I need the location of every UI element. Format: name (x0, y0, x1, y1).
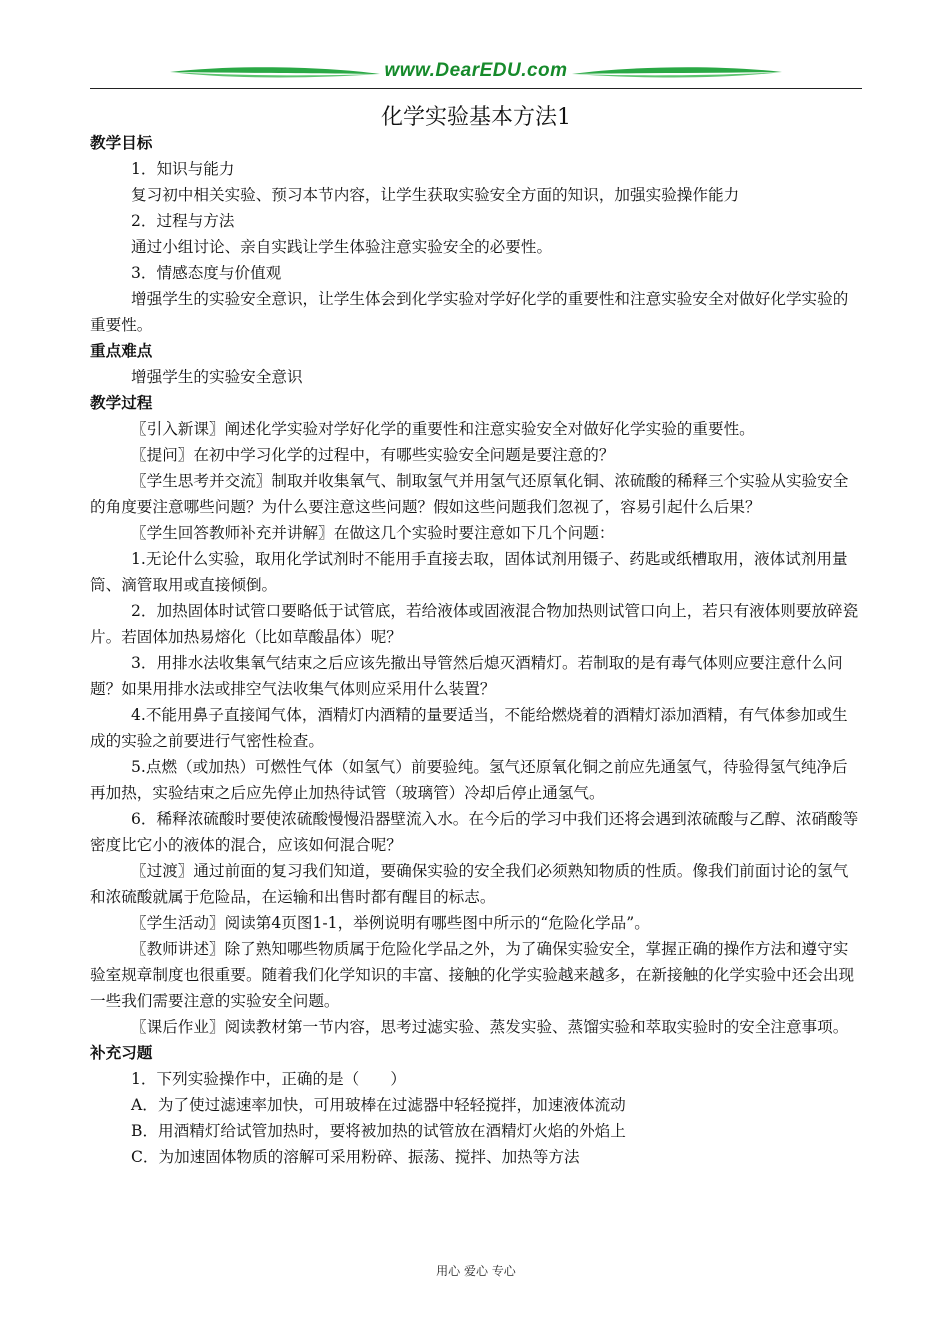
document-body (90, 130, 862, 1170)
paragraph: A．为了使过滤速率加快，可用玻棒在过滤器中轻轻搅拌，加速液体流动 (131, 1096, 626, 1114)
paragraph: 4.不能用鼻子直接闻气体，酒精灯内酒精的量要适当，不能给燃烧着的酒精灯添加酒精，有气体参加或生成的实验之前要进行气密性检查。 (90, 706, 848, 750)
paragraph: 〖学生回答教师补充并讲解〗在做这几个实验时要注意如下几个问题： (131, 524, 615, 542)
paragraph: B．用酒精灯给试管加热时，要将被加热的试管放在酒精灯火焰的外焰上 (131, 1122, 626, 1140)
paragraph: 1．知识与能力 (131, 160, 235, 178)
paragraph: 〖提问〗在初中学习化学的过程中，有哪些实验安全问题是要注意的？ (131, 446, 615, 464)
paragraph: 〖过渡〗通过前面的复习我们知道，要确保实验的安全我们必须熟知物质的性质。像我们前面讨论的氢气和浓硫酸就属于危险品，在运输和出售时都有醒目的标志。 (90, 862, 849, 906)
paragraph: 6．稀释浓硫酸时要使浓硫酸慢慢沿器壁流入水。在今后的学习中我们还将会遇到浓硫酸与乙醇、浓硝酸等密度比它小的液体的混合，应该如何混合呢？ (90, 810, 859, 854)
section-heading: 教学目标 (90, 134, 153, 152)
paragraph: 增强学生的实验安全意识，让学生体会到化学实验对学好化学的重要性和注意实验安全对做好化学实验的重要性。 (90, 290, 849, 334)
paragraph: 5.点燃（或加热）可燃性气体（如氢气）前要验纯。氢气还原氧化铜之前应先通氢气，待验得氢气纯净后再加热，实验结束之后应先停止加热待试管（玻璃管）冷却后停止通氢气。 (90, 758, 848, 802)
page-footer: 用心 爱心 专心 (436, 1264, 516, 1278)
paragraph: 〖学生思考并交流〗制取并收集氧气、制取氢气并用氢气还原氧化铜、浓硫酸的稀释三个实验从实验安全的角度要注意哪些问题？为什么要注意这些问题？假如这些问题我们忽视了，容易引起什么后果？ (90, 472, 849, 516)
paragraph: 3．用排水法收集氧气结束之后应该先撤出导管然后熄灭酒精灯。若制取的是有毒气体则应要注意什么问题？如果用排水法或排空气法收集气体则应采用什么装置？ (90, 654, 843, 698)
site-header (90, 58, 862, 90)
page-title: 化学实验基本方法1 (381, 105, 571, 130)
paragraph: 〖学生活动〗阅读第4页图1-1，举例说明有哪些图中所示的“危险化学品”。 (131, 914, 650, 932)
paragraph: C．为加速固体物质的溶解可采用粉碎、振荡、搅拌、加热等方法 (131, 1148, 580, 1166)
paragraph: 1．下列实验操作中，正确的是（ ） (131, 1070, 407, 1088)
paragraph: 〖课后作业〗阅读教材第一节内容，思考过滤实验、蒸发实验、蒸馏实验和萃取实验时的安全注意事项。 (131, 1018, 849, 1036)
paragraph: 增强学生的实验安全意识 (131, 368, 303, 386)
paragraph: 〖引入新课〗阐述化学实验对学好化学的重要性和注意实验安全对做好化学实验的重要性。 (131, 420, 755, 438)
paragraph: 〖教师讲述〗除了熟知哪些物质属于危险化学品之外，为了确保实验安全，掌握正确的操作方法和遵守实验室规章制度也很重要。随着我们化学知识的丰富、接触的化学实验越来越多，在新接触的化学实验中还会出现一些我们需要注意的实验安全问题。 (90, 940, 855, 1010)
paragraph: 2．过程与方法 (131, 212, 235, 230)
paragraph: 3．情感态度与价值观 (131, 264, 282, 282)
paragraph: 1.无论什么实验，取用化学试剂时不能用手直接去取，固体试剂用镊子、药匙或纸槽取用，液体试剂用量筒、滴管取用或直接倾倒。 (90, 550, 848, 594)
header-rule (90, 88, 862, 89)
section-heading: 教学过程 (90, 394, 153, 412)
paragraph: 复习初中相关实验、预习本节内容，让学生获取实验安全方面的知识，加强实验操作能力 (131, 186, 740, 204)
paragraph: 2．加热固体时试管口要略低于试管底，若给液体或固液混合物加热则试管口向上，若只有液体则要放碎瓷片。若固体加热易熔化（比如草酸晶体）呢？ (90, 602, 859, 646)
section-heading: 重点难点 (90, 342, 153, 360)
paragraph: 通过小组讨论、亲自实践让学生体验注意实验安全的必要性。 (131, 238, 553, 256)
section-heading: 补充习题 (90, 1044, 153, 1062)
site-brand[interactable]: www.DearEDU.com (384, 60, 568, 81)
